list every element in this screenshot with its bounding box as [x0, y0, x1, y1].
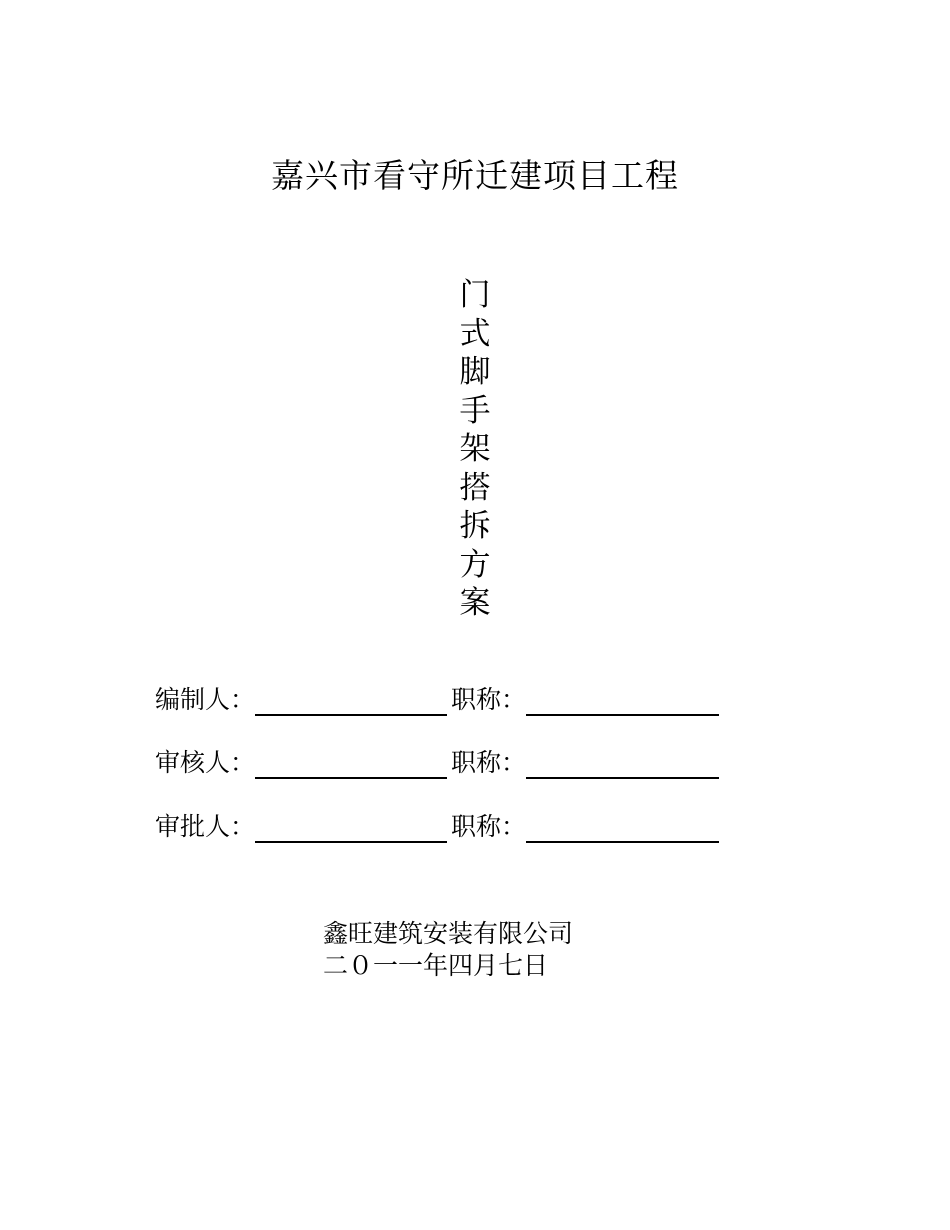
document-title-char: 架 — [459, 431, 491, 467]
approver-name-blank — [255, 809, 447, 843]
document-title-vertical — [455, 276, 495, 623]
approver-signature-row — [155, 809, 719, 845]
reviewer-signature-row — [155, 745, 719, 781]
compiler-signature-row — [155, 682, 719, 718]
document-title-char: 拆 — [459, 508, 491, 544]
project-title: 嘉兴市看守所迁建项目工程 — [271, 156, 679, 195]
reviewer-title-label: 职称： — [451, 748, 527, 777]
document-date: 二０一一年四月七日 — [323, 951, 549, 980]
reviewer-label: 审核人： — [155, 748, 256, 777]
company-block — [323, 918, 573, 982]
compiler-title-blank — [526, 682, 719, 716]
document-title-char: 式 — [459, 315, 491, 352]
document-title-char: 手 — [459, 392, 491, 429]
approver-title-blank — [526, 809, 719, 843]
compiler-name-blank — [255, 682, 447, 716]
document-title-char: 脚 — [459, 354, 491, 390]
reviewer-name-blank — [255, 745, 447, 779]
document-title-char: 案 — [459, 585, 491, 621]
approver-title-label: 职称： — [451, 812, 527, 841]
reviewer-title-blank — [526, 745, 719, 779]
document-title-char: 门 — [459, 277, 491, 313]
approver-label: 审批人： — [155, 812, 256, 841]
compiler-title-label: 职称： — [451, 685, 527, 714]
compiler-label: 编制人： — [155, 685, 256, 714]
document-title-char: 搭 — [459, 469, 491, 506]
document-title-char: 方 — [459, 546, 491, 583]
company-name: 鑫旺建筑安装有限公司 — [323, 919, 574, 948]
